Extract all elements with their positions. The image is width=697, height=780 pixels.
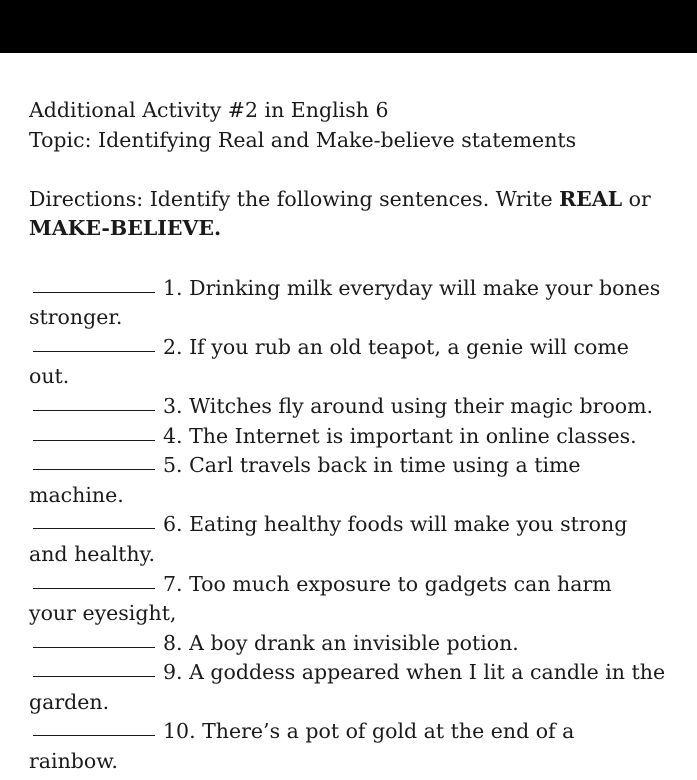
question-text: 4. The Internet is important in online classes. [163,423,637,448]
answer-blank[interactable] [33,468,155,470]
directions-line-2 [29,214,684,244]
worksheet-title: Additional Activity #2 in English 6 [29,98,389,122]
question-text-continued: out. [29,364,70,389]
answer-blank[interactable] [33,587,155,589]
question-text: 7. Too much exposure to gadgets can harm [163,571,612,596]
question-text: 6. Eating healthy foods will make you strong [163,512,628,537]
question-item [29,658,684,688]
question-text: 5. Carl travels back in time using a time [163,453,581,478]
question-text-continued: garden. [29,689,110,714]
question-item [29,510,684,540]
question-item [29,451,684,481]
directions-text: Directions: Identify the following sentences. Write [29,186,560,211]
directions-line-1 [29,185,684,215]
answer-blank[interactable] [33,527,155,529]
question-text: 9. A goddess appeared when I lit a candle in the [163,660,666,685]
worksheet [29,96,684,777]
answer-blank[interactable] [33,734,155,736]
question-text: 1. Drinking milk everyday will make your bones [163,275,661,300]
spacer [29,244,684,274]
question-text-continued: and healthy. [29,541,155,566]
spacer [29,155,684,185]
directions-real-word: REAL [559,186,623,211]
answer-blank[interactable] [33,675,155,677]
directions-conjunction: or [622,186,651,211]
question-text: 3. Witches fly around using their magic broom. [163,393,654,418]
question-text: 10. There’s a pot of gold at the end of a [163,719,575,744]
question-item [29,274,684,304]
question-item [29,570,684,600]
question-text-continued: your eyesight, [29,601,177,626]
question-item [29,422,684,452]
question-item [29,333,684,363]
question-item [29,392,684,422]
answer-blank[interactable] [33,291,155,293]
question-item [29,717,684,747]
item-list [29,274,684,777]
question-text: 8. A boy drank an invisible potion. [163,630,519,655]
top-black-bar [0,0,697,53]
answer-blank[interactable] [33,439,155,441]
worksheet-topic: Topic: Identifying Real and Make-believe statements [29,127,577,152]
answer-blank[interactable] [33,350,155,352]
question-text-continued: stronger. [29,305,123,330]
answer-blank[interactable] [33,646,155,648]
question-text-continued: rainbow. [29,749,118,774]
answer-blank[interactable] [33,409,155,411]
question-text-continued: machine. [29,482,124,507]
directions-make-believe-word: MAKE-BELIEVE. [29,216,222,241]
question-text: 2. If you rub an old teapot, a genie will come [163,334,629,359]
question-item [29,629,684,659]
